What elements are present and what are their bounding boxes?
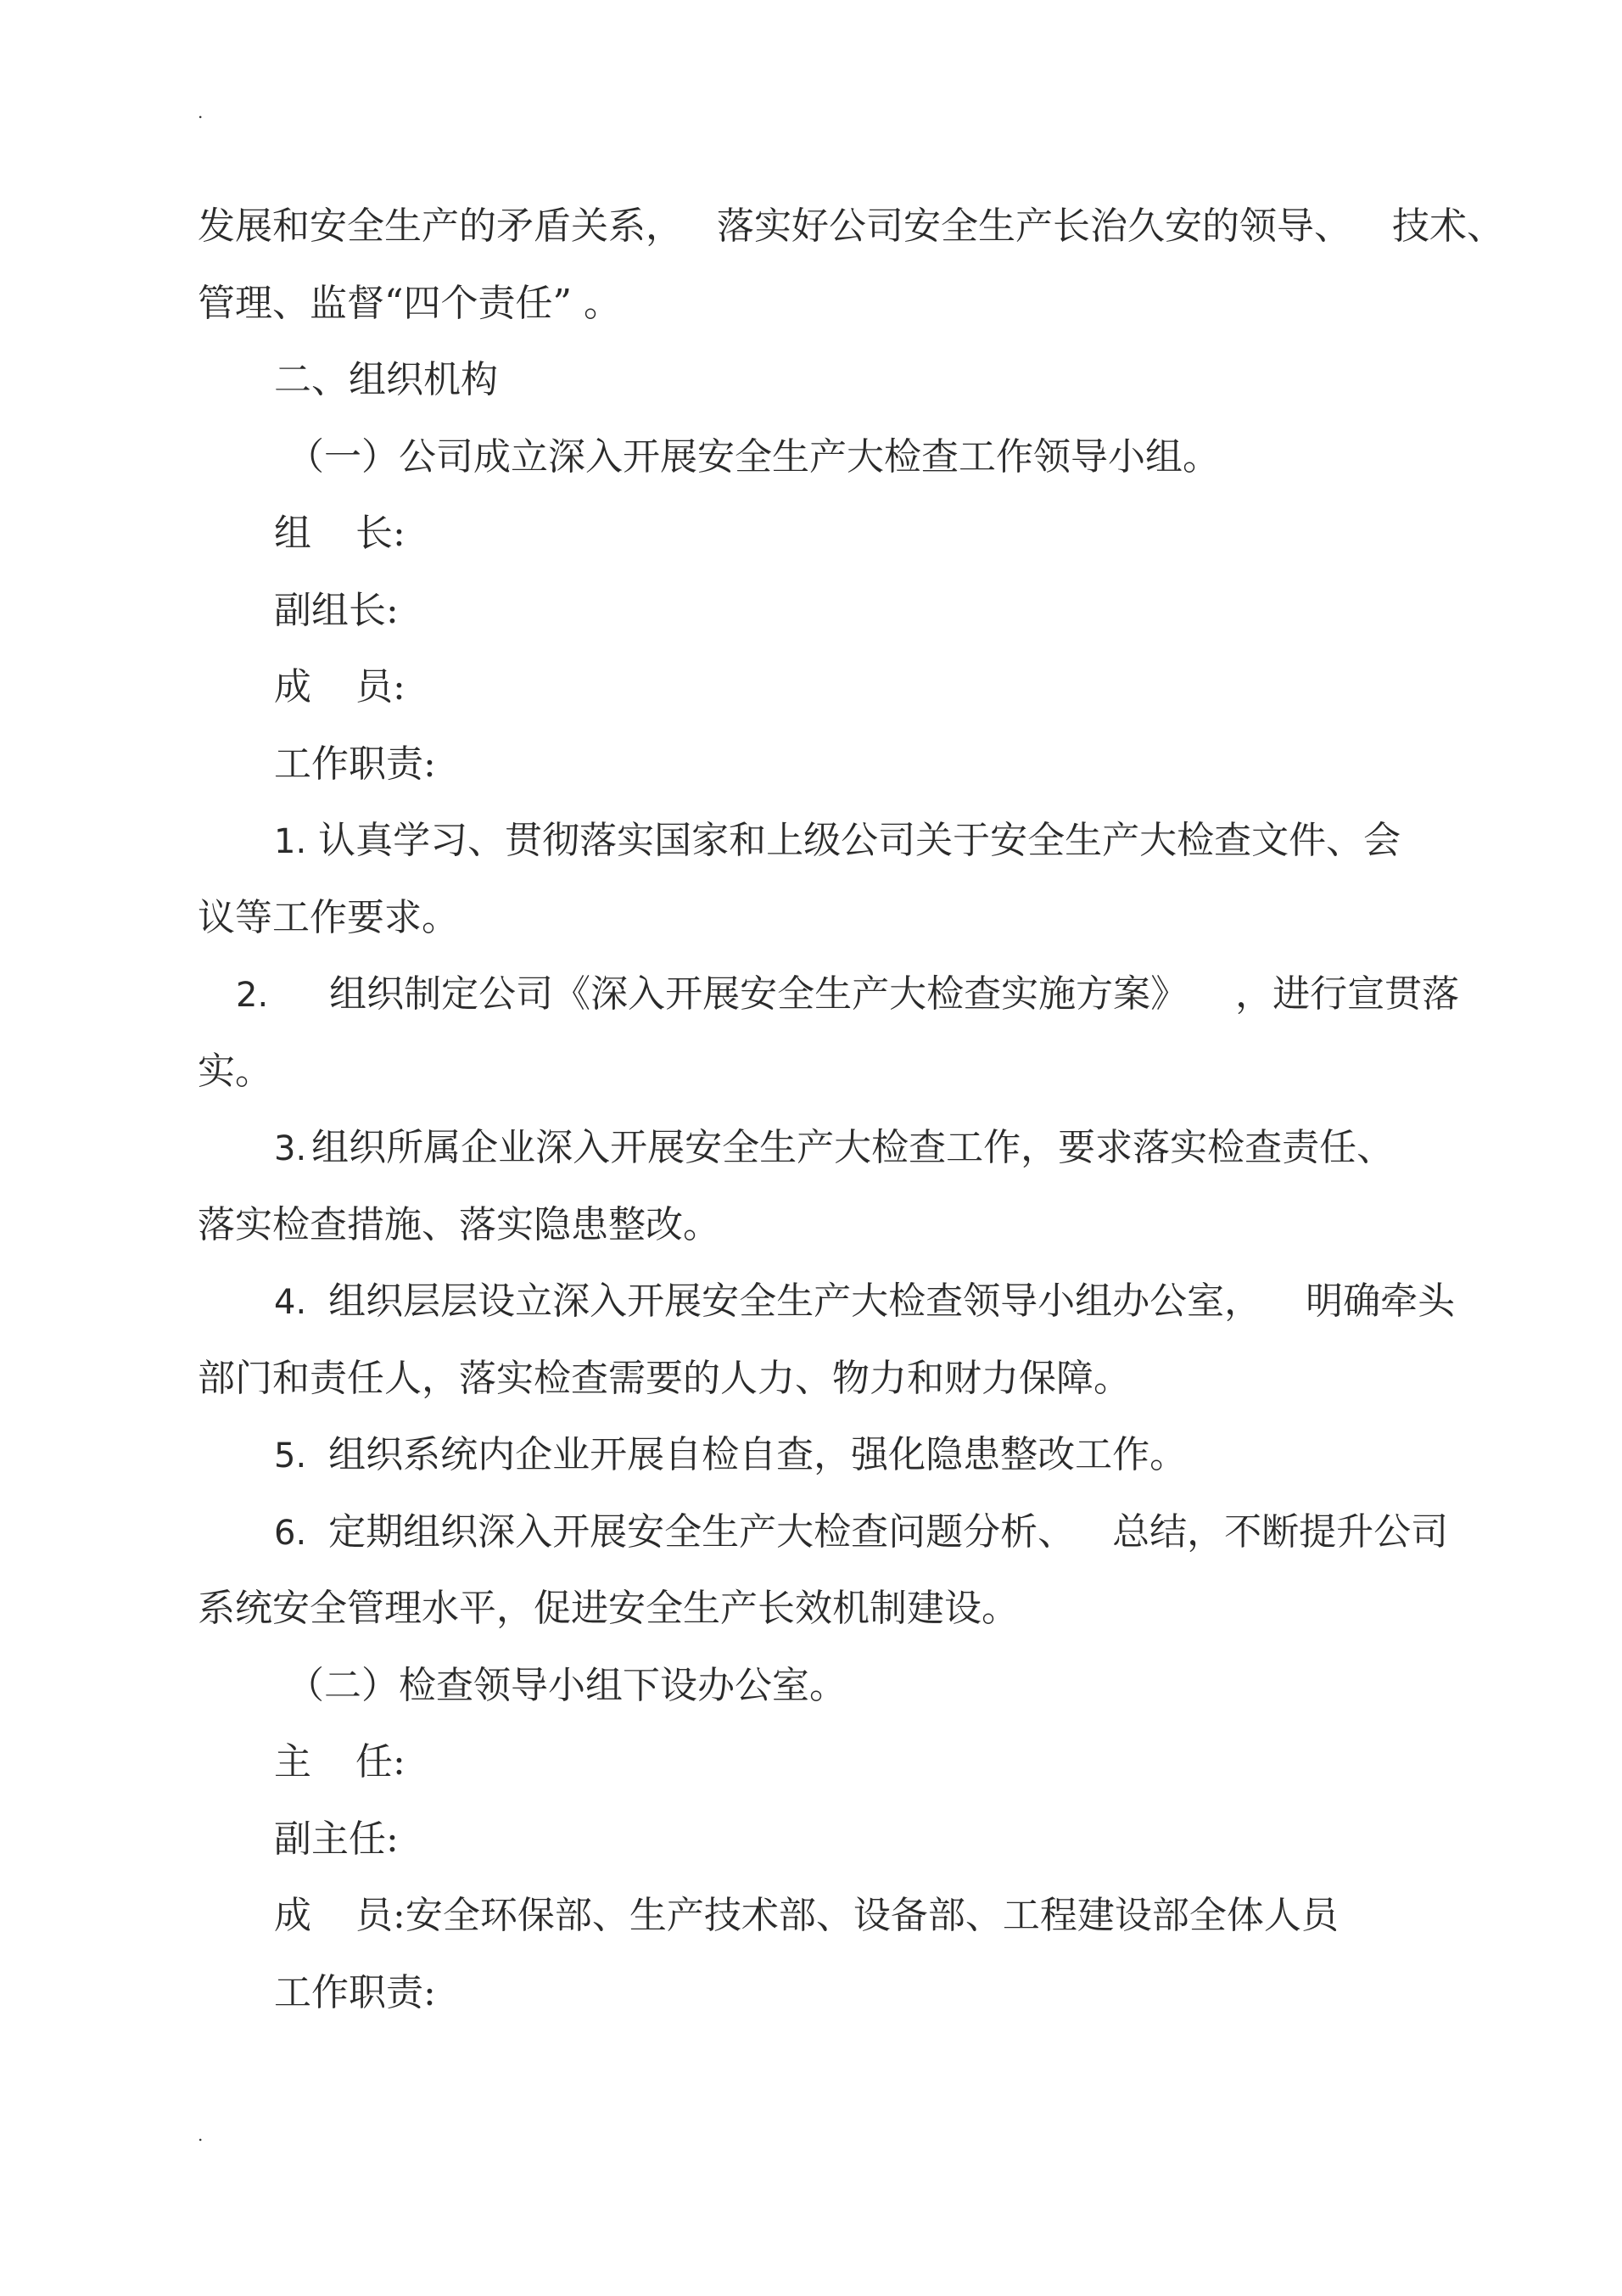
vice-director-line: 副主任: bbox=[274, 1817, 399, 1861]
list-item-4-cont: 部门和责任人，落实检查需要的人力、物力和财力保障。 bbox=[198, 1356, 1131, 1400]
header-mark: . bbox=[198, 102, 204, 122]
list-item-6: 6. 定期组织深入开展安全生产大检查问题分析、 总结，不断提升公司 bbox=[274, 1509, 1449, 1554]
duty-heading-2: 工作职责: bbox=[274, 1970, 436, 2014]
text-run: 发展和安全生产的矛盾关系， bbox=[198, 204, 683, 248]
text-run: 落实好公司安全生产长治久安的领导、 bbox=[717, 204, 1351, 248]
section-heading: 二、组织机构 bbox=[274, 358, 498, 401]
list-item-2: 2. 组织制定公司《深入开展安全生产大检查实施方案》 ，进行宣贯落 bbox=[236, 972, 1460, 1016]
leader-line: 组 长: bbox=[274, 512, 406, 555]
duty-heading-1: 工作职责: bbox=[274, 742, 436, 786]
member-line: 成 员: bbox=[274, 665, 406, 708]
para-line-2 bbox=[198, 266, 1428, 343]
director-line: 主 任: bbox=[274, 1740, 406, 1784]
text-run: 技术、 bbox=[1392, 204, 1504, 248]
list-item-3-cont: 落实检查措施、落实隐患整改。 bbox=[198, 1202, 720, 1246]
list-item-1: 1. 认真学习、贯彻落实国家和上级公司关于安全生产大检查文件、会 bbox=[274, 819, 1401, 862]
list-item-5: 5. 组织系统内企业开展自检自查，强化隐患整改工作。 bbox=[274, 1433, 1188, 1476]
list-item-2-cont: 实。 bbox=[198, 1049, 272, 1093]
list-item-4: 4. 组织层层设立深入开展安全生产大检查领导小组办公室， 明确牵头 bbox=[274, 1280, 1456, 1323]
subsection-heading-1: （一）公司成立深入开展安全生产大检查工作领导小组。 bbox=[287, 434, 1220, 479]
text-run: 管理、监督“四个责任” 。 bbox=[198, 281, 621, 325]
list-item-1-cont: 议等工作要求。 bbox=[198, 895, 459, 939]
subsection-heading-2: （二）检查领导小组下设办公室。 bbox=[287, 1663, 847, 1707]
list-item-3: 3. 组织所属企业深入开展安全生产大检查工作，要求落实检查责任、 bbox=[274, 1126, 1395, 1169]
office-member-line: 成 员:安全环保部、生产技术部、设备部、工程建设部全体人员 bbox=[274, 1894, 1339, 1937]
deputy-leader-line: 副组长: bbox=[274, 588, 399, 632]
document-body bbox=[198, 188, 1504, 2031]
para-line-1 bbox=[198, 188, 1504, 266]
list-item-6-cont: 系统安全管理水平，促进安全生产长效机制建设。 bbox=[198, 1587, 1019, 1630]
footer-mark: . bbox=[198, 2125, 204, 2145]
